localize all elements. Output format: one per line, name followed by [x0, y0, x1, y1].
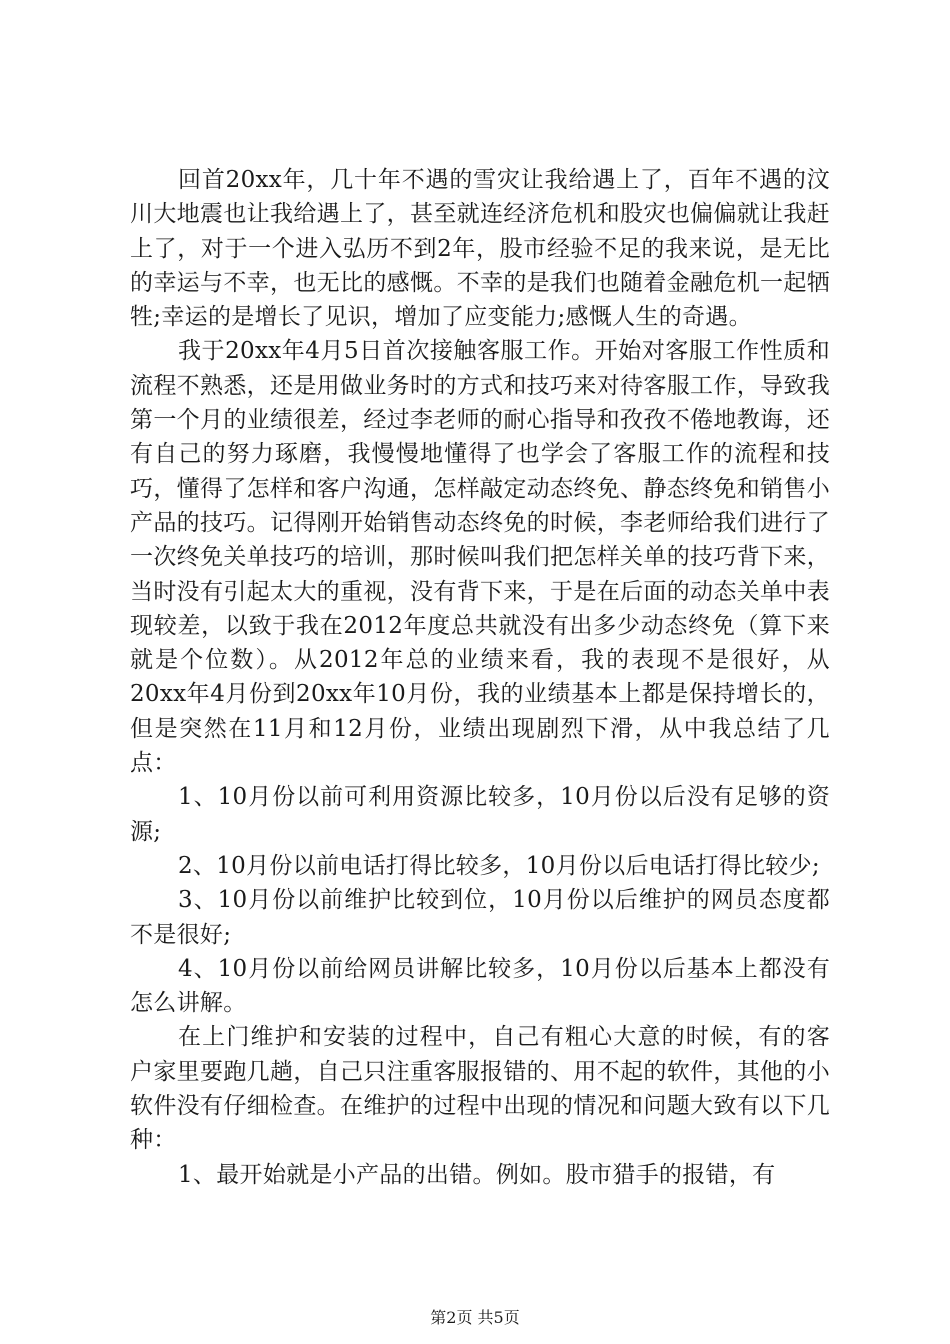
body-text — [130, 163, 830, 1192]
paragraph: 我于20xx年4月5日首次接触客服工作。开始对客服工作性质和流程不熟悉，还是用做业务时的方式和技巧来对待客服工作，导致我第一个月的业绩很差，经过李老师的耐心指导和孜孜不倦地教诲，还有自己的努力琢磨，我慢慢地懂得了也学会了客服工作的流程和技巧，懂得了怎样和客户沟通，怎样敲定动态终免、静态终免和销售小产品的技巧。记得刚开始销售动态终免的时候，李老师给我们进行了一次终免关单技巧的培训，那时候叫我们把怎样关单的技巧背下来，当时没有引起太大的重视，没有背下来，于是在后面的动态关单中表现较差，以致于我在2012年度总共就没有出多少动态终免（算下来就是个位数）。从2012年总的业绩来看，我的表现不是很好，从20xx年4月份到20xx年10月份，我的业绩基本上都是保持增长的，但是突然在11月和12月份，业绩出现剧烈下滑，从中我总结了几点： — [130, 338, 830, 777]
list-item: 2、10月份以前电话打得比较多，10月份以后电话打得比较少; — [178, 852, 820, 879]
list-item: 4、10月份以前给网员讲解比较多，10月份以后基本上都没有怎么讲解。 — [130, 955, 830, 1017]
list-item: 1、最开始就是小产品的出错。例如。股市猎手的报错，有 — [178, 1161, 776, 1188]
list-item: 1、10月份以前可利用资源比较多，10月份以后没有足够的资源; — [130, 784, 830, 845]
paragraph: 回首20xx年，几十年不遇的雪灾让我给遇上了，百年不遇的汶川大地震也让我给遇上了，甚至就连经济危机和股灾也偏偏就让我赶上了，对于一个进入弘历不到2年，股市经验不足的我来说，是无比的幸运与不幸，也无比的感慨。不幸的是我们也随着金融危机一起牺牲;幸运的是增长了见识，增加了应变能力;感慨人生的奇遇。 — [130, 167, 830, 331]
list-item: 3、10月份以前维护比较到位，10月份以后维护的网员态度都不是很好; — [130, 887, 830, 948]
paragraph: 在上门维护和安装的过程中，自己有粗心大意的时候，有的客户家里要跑几趟，自己只注重客服报错的、用不起的软件，其他的小软件没有仔细检查。在维护的过程中出现的情况和问题大致有以下几种： — [130, 1024, 830, 1154]
page-footer: 第2页 共5页 — [430, 1308, 520, 1327]
